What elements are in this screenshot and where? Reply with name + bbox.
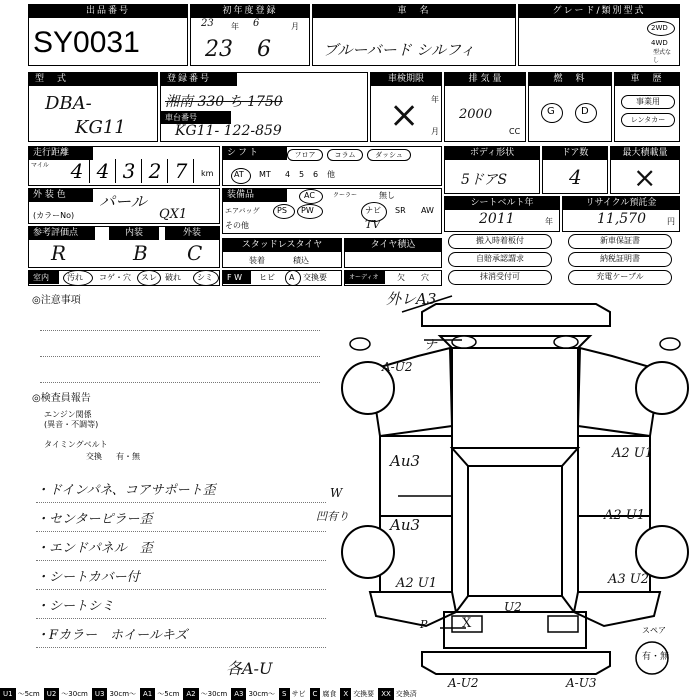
document-item: 充電ケーブル — [568, 270, 672, 285]
diag-bottom-a: A-U2 — [448, 676, 479, 690]
fuel-d: D — [581, 106, 589, 117]
diag-rt-note2: A2 U1 — [604, 508, 646, 523]
recycle-box — [562, 196, 680, 232]
legend-value: 30cm～ — [248, 690, 276, 698]
recycle-unit: 円 — [667, 217, 675, 226]
shift-dash: ダッシュ — [367, 149, 411, 161]
model-value-1: DBA- — [45, 93, 92, 114]
grade-none-label: 型式なし — [653, 49, 672, 64]
tire-load-row — [344, 270, 442, 286]
displacement-unit: CC — [509, 127, 521, 136]
equip-tv: TV — [365, 218, 381, 231]
diag-r-note: A2 U1 — [612, 446, 654, 461]
inspection-year-label: 年 — [431, 95, 439, 104]
diag-bottom-b: A-U3 — [566, 676, 597, 690]
fw-exchange: 交換要 — [303, 273, 327, 282]
studless-mounted: 装着 — [249, 256, 265, 265]
recycle-label: リサイクル預託金 — [563, 197, 679, 210]
inspection-label: 車検期限 — [371, 73, 441, 86]
fuel-label: 燃 料 — [529, 73, 611, 86]
legend-value: ～5cm — [157, 690, 180, 698]
document-item: 抹消受付可 — [448, 270, 552, 285]
mileage-digit: 4 — [91, 159, 116, 183]
first-reg-box — [190, 4, 310, 66]
interior-note-stain: シミ — [197, 273, 213, 282]
legend-value: ～5cm — [17, 690, 40, 698]
chassis-value: KG11- 122-859 — [175, 123, 282, 139]
first-reg-month-small: 6 — [253, 18, 260, 29]
body-type-label: ボディ形状 — [445, 147, 539, 160]
first-reg-month: 6 — [257, 37, 271, 62]
mileage-box — [28, 146, 220, 186]
equip-ac: AC — [304, 191, 315, 200]
legend-key: U2 — [44, 688, 60, 700]
legend-key: U1 — [0, 688, 16, 700]
diag-small-top: ナ — [424, 338, 438, 353]
equipment-box — [222, 188, 442, 234]
audio-label: オーディオ — [345, 271, 385, 284]
shift-other: 他 — [327, 170, 335, 179]
legend-key: X — [340, 688, 351, 700]
inspection-mark: × — [389, 95, 420, 136]
interior-notes-label: 室内 — [29, 271, 59, 284]
interior-label: 内装 — [109, 227, 159, 240]
displacement-label: 排 気 量 — [445, 73, 525, 86]
shift-box — [222, 146, 442, 186]
exterior-label: 外装 — [165, 227, 219, 240]
timing-label: タイミングベルト — [44, 440, 108, 449]
displacement-box — [444, 72, 526, 142]
diag-w-note: W — [330, 486, 343, 500]
reg-value: 湘南 330 ち 1750 — [165, 94, 283, 110]
car-diagram — [340, 286, 690, 686]
first-reg-year: 23 — [205, 37, 233, 62]
exterior-color-box — [28, 188, 220, 224]
payload-box — [610, 146, 680, 194]
displacement-value: 2000 — [459, 107, 493, 122]
mileage-digit: 2 — [143, 159, 168, 183]
diag-lt-note: A-U2 — [382, 360, 413, 374]
interior-note-scratch: スレ — [141, 273, 157, 282]
interior-note-burn: コゲ・穴 — [99, 273, 131, 282]
payload-value: × — [633, 161, 657, 194]
drive-4wd: 4WD — [651, 39, 668, 47]
scores-box — [28, 226, 220, 268]
diag-rear-u: U2 — [504, 600, 522, 614]
equip-other-label: その他 — [225, 221, 249, 230]
seatbelt-label: シートベルト年 — [445, 197, 559, 210]
lot-label: 出品番号 — [29, 5, 187, 18]
timing-exchange: 交換 — [86, 452, 102, 461]
audio-missing: 欠 — [397, 273, 405, 282]
legend-key: A1 — [140, 688, 155, 700]
drive-2wd-circle — [647, 21, 675, 36]
engine-sub: (異音・不調等) — [44, 420, 99, 429]
interior-note-dirt: 汚れ — [67, 273, 83, 282]
spare-label: スペア — [642, 626, 666, 635]
document-item: 新車保証書 — [568, 234, 672, 249]
grade-box — [518, 4, 680, 66]
history-business: 事業用 — [621, 95, 675, 109]
shift-column: コラム — [327, 149, 363, 161]
legend-value: サビ — [291, 690, 306, 698]
remark-line: ・シートカバー付 — [36, 567, 326, 590]
mileage-label: 走行距離 — [29, 147, 93, 160]
recycle-value: 11,570 — [597, 211, 646, 227]
diag-w-note2: 凹有り — [316, 510, 349, 523]
payload-label: 最大積載量 — [611, 147, 679, 160]
doors-label: ドア数 — [543, 147, 607, 160]
chassis-label: 車台番号 — [161, 111, 231, 124]
fuel-g: G — [547, 106, 555, 117]
studless-loaded: 積込 — [293, 256, 309, 265]
first-reg-month-label: 月 — [291, 22, 299, 31]
interior-note-dirt-circle — [63, 270, 93, 286]
shift-mt: MT — [259, 170, 271, 179]
notes-line-2 — [40, 356, 320, 357]
legend-key: XX — [378, 688, 394, 700]
first-reg-year-label: 年 — [231, 22, 239, 31]
equip-aw: AW — [421, 206, 434, 215]
exterior-color-label: 外 装 色 — [29, 189, 93, 202]
history-label: 車 歴 — [615, 73, 679, 86]
inspection-box — [370, 72, 442, 142]
model-value-2: KG11 — [75, 117, 126, 138]
equip-navi: ナビ — [365, 206, 381, 215]
document-item: 搬入時着板付 — [448, 234, 552, 249]
seatbelt-unit: 年 — [545, 217, 553, 226]
score-exterior: C — [187, 241, 203, 265]
fw-crack: ヒビ — [259, 273, 275, 282]
score-interior: B — [133, 241, 148, 265]
fw-a: A — [289, 273, 295, 282]
history-box — [614, 72, 680, 142]
drive-2wd: 2WD — [651, 24, 668, 32]
body-type-value: 5ドアS — [461, 172, 508, 188]
documents-grid — [444, 232, 680, 286]
legend-value: ～30cm — [200, 690, 228, 698]
spare-value: 有・無 — [642, 652, 670, 662]
shift-4: 4 — [285, 170, 291, 179]
legend-key: A2 — [183, 688, 198, 700]
equip-airbag: エアバッグ — [225, 207, 260, 215]
score-overall: R — [51, 241, 67, 265]
color-code-value: QX1 — [159, 207, 188, 222]
interior-note-scratch-circle — [137, 270, 161, 286]
model-box — [28, 72, 158, 142]
legend-value: 腐食 — [322, 690, 337, 698]
remark-line: ・シートシミ — [36, 596, 326, 619]
remark-line: ・ドインパネ、コアサポート歪 — [36, 480, 326, 503]
exterior-color-value: パール — [99, 192, 147, 211]
lot-box — [28, 4, 188, 66]
notes-title: ◎注意事項 — [32, 295, 81, 306]
notes-line-1 — [40, 330, 320, 331]
mileage-digit: 4 — [65, 159, 90, 183]
shift-6: 6 — [313, 170, 319, 179]
legend-key: C — [310, 688, 321, 700]
body-type-box — [444, 146, 540, 194]
diag-rear-pre: P — [420, 618, 428, 631]
interior-note-tear: 破れ — [165, 273, 181, 282]
equip-ps: PS — [277, 206, 287, 215]
car-name-label: 車 名 — [313, 5, 515, 18]
fw-label: F W — [223, 271, 251, 284]
diag-rear-x: X — [462, 616, 472, 631]
equip-none: 無し — [379, 191, 395, 200]
remark-line: ・エンドパネル 歪 — [36, 538, 326, 561]
seatbelt-value: 2011 — [479, 211, 515, 227]
legend-key: A3 — [231, 688, 246, 700]
shift-at: AT — [234, 170, 244, 179]
diag-mid-l: Au3 — [390, 452, 421, 470]
legend-value: 交換要 — [353, 690, 375, 698]
reg-box — [160, 72, 368, 142]
equip-pw: PW — [301, 206, 314, 215]
shift-label: シフト — [223, 147, 287, 160]
fw-box — [222, 270, 342, 286]
equipment-label: 装備品 — [223, 189, 287, 202]
diag-rr-note: A3 U2 — [608, 572, 650, 587]
mileage-digit: 7 — [169, 159, 194, 183]
fuel-box — [528, 72, 612, 142]
car-name-box — [312, 4, 516, 66]
diag-top-note: 外レA3 — [386, 290, 437, 308]
seatbelt-box — [444, 196, 560, 232]
studless-box — [222, 238, 342, 268]
diag-mid-l2: Au3 — [390, 516, 421, 534]
reg-label: 登録番号 — [161, 73, 237, 86]
damage-legend — [0, 688, 700, 700]
mileage-unit-top: マイル — [31, 162, 49, 169]
mileage-digit: 3 — [117, 159, 142, 183]
timing-opts: 有・無 — [116, 452, 140, 461]
scores-label: 参考評価点 — [29, 227, 95, 240]
audio-hole: 穴 — [421, 273, 429, 282]
model-label: 型 式 — [29, 73, 157, 86]
remark-line: ・センターピラー歪 — [36, 509, 326, 532]
tire-load-box — [344, 238, 442, 268]
notes-line-3 — [40, 382, 320, 383]
history-rental: レンタカー — [621, 113, 675, 127]
legend-value: 交換済 — [395, 690, 417, 698]
interior-note-stain-circle — [193, 270, 219, 286]
color-code-label: (カラーNo) — [33, 211, 75, 220]
doors-value: 4 — [569, 165, 582, 189]
mileage-unit: km — [201, 169, 214, 178]
grade-label: グレード/類別型式 — [519, 5, 679, 18]
remarks-list — [36, 480, 326, 680]
legend-value: ～30cm — [61, 690, 88, 698]
tire-load-label: タイヤ積込 — [345, 239, 441, 252]
legend-value: 30cm～ — [109, 690, 137, 698]
doors-box — [542, 146, 608, 194]
diag-rl-note: A2 U1 — [396, 576, 438, 591]
document-item: 納税証明書 — [568, 252, 672, 267]
equip-sr: SR — [395, 206, 406, 215]
document-item: 自賠承認謂求 — [448, 252, 552, 267]
remark-line: ・Fカラー ホイールキズ — [36, 625, 326, 648]
shift-5: 5 — [299, 170, 305, 179]
inspector-title: ◎検査員報告 — [32, 393, 91, 404]
first-reg-label: 初年度登録 — [191, 5, 309, 18]
lot-number: SY0031 — [33, 26, 140, 59]
remark-last: 各A-U — [226, 659, 273, 678]
legend-key: S — [279, 688, 289, 700]
first-reg-year-small: 23 — [201, 18, 214, 29]
studless-label: スタッドレスタイヤ — [223, 239, 341, 252]
car-name-value: ブルーバード シルフィ — [323, 41, 475, 59]
legend-key: U3 — [92, 688, 108, 700]
equip-cooler: クーラー — [333, 192, 358, 199]
inspection-month-label: 月 — [431, 127, 439, 136]
interior-notes-box — [28, 270, 220, 286]
shift-floor: フロア — [287, 149, 323, 161]
engine-label: エンジン関係 — [44, 410, 92, 419]
